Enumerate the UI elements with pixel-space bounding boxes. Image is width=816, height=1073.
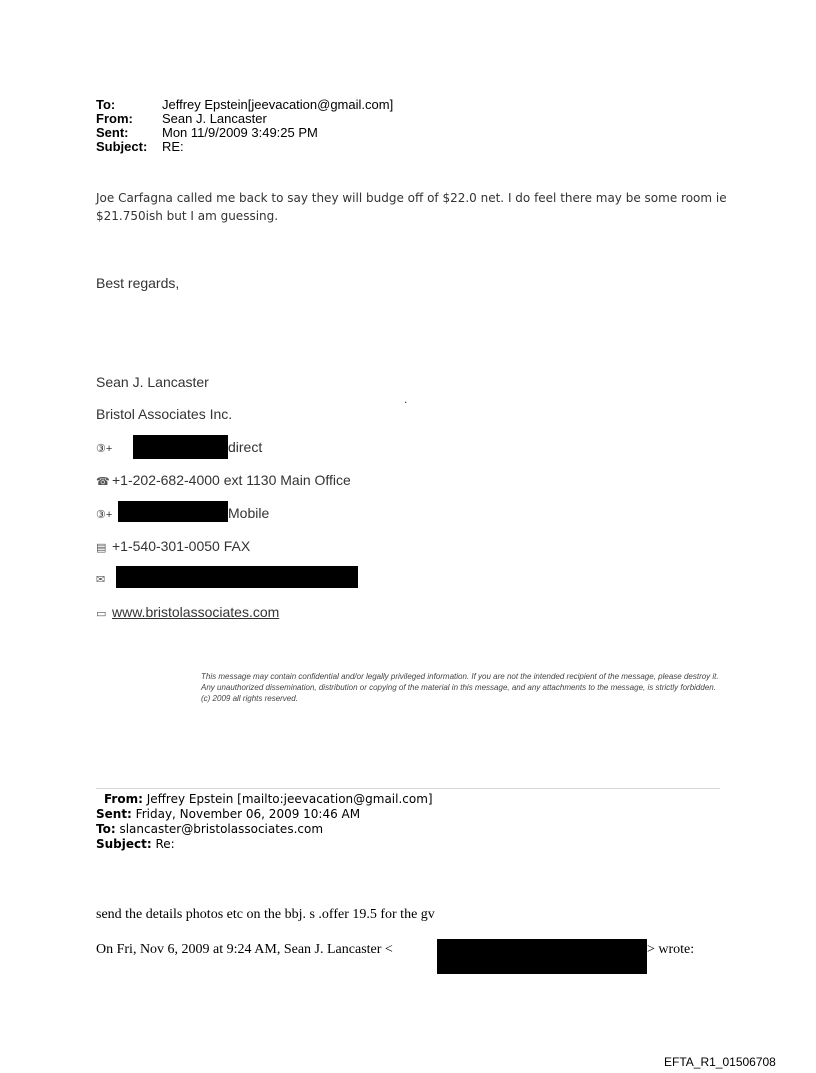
- sent-value: Mon 11/9/2009 3:49:25 PM: [162, 125, 318, 140]
- quoted-subject-row: [96, 837, 175, 852]
- quoted-to-value: slancaster@bristolassociates.com: [115, 822, 324, 836]
- reply-attribution-suffix: > wrote:: [647, 942, 695, 957]
- quoted-sent-row: [96, 807, 360, 822]
- quoted-from-row: [104, 792, 433, 807]
- fax-row: [96, 538, 250, 554]
- mobile-phone-row: [96, 505, 112, 521]
- message-line-2: $21.750ish but I am guessing.: [96, 209, 279, 223]
- disclaimer: This message may contain confidential and/or legally privileged information. If you are not the intended recipient of the message, please destroy it. Any unauthorized dissemination, distribution or copying of the material in this message, and any attachments to the message, is strictly forbidden. (c) 2009 all rights reserved.: [201, 672, 719, 703]
- quoted-body: send the details photos etc on the bbj. s .offer 19.5 for the gv: [96, 907, 435, 922]
- phone-prefix-mobile: ③+: [96, 509, 113, 521]
- quoted-from-label: From:: [104, 792, 143, 806]
- header-from-row: [96, 112, 267, 125]
- envelope-icon: ✉: [96, 573, 106, 586]
- header-to-row: [96, 98, 393, 111]
- signature-name: Sean J. Lancaster: [96, 374, 209, 390]
- header-sent-row: [96, 126, 318, 139]
- stray-dot: .: [404, 392, 408, 406]
- quoted-to-row: [96, 822, 323, 837]
- header-subject-row: [96, 140, 184, 153]
- to-label: To:: [96, 97, 116, 112]
- quoted-sent-value: Friday, November 06, 2009 10:46 AM: [131, 807, 361, 821]
- to-value: Jeffrey Epstein[jeevacation@gmail.com]: [162, 97, 394, 112]
- closing: Best regards,: [96, 275, 180, 291]
- direct-label: direct: [228, 439, 263, 455]
- website-row: [96, 604, 279, 620]
- direct-phone-row: [96, 439, 112, 455]
- quoted-from-value: Jeffrey Epstein [mailto:jeevacation@gmail.com]: [142, 792, 433, 806]
- sent-label: Sent:: [96, 125, 129, 140]
- redaction-email: [116, 566, 358, 588]
- redaction-direct: [133, 435, 228, 459]
- message-line-1: Joe Carfagna called me back to say they will budge off of $22.0 net. I do feel there may be some room ie: [96, 191, 727, 205]
- main-office-number: +1-202-682-4000 ext 1130 Main Office: [112, 472, 351, 488]
- fax-number: +1-540-301-0050 FAX: [112, 538, 251, 554]
- email-row: [96, 570, 112, 586]
- mobile-label: Mobile: [228, 505, 270, 521]
- quoted-separator: [96, 788, 720, 789]
- quoted-subject-value: Re:: [151, 837, 175, 851]
- redaction-reply-email: [437, 939, 647, 974]
- reply-attribution-prefix: On Fri, Nov 6, 2009 at 9:24 AM, Sean J. Lancaster <: [96, 942, 393, 957]
- subject-label: Subject:: [96, 139, 148, 154]
- quoted-sent-label: Sent:: [96, 807, 132, 821]
- subject-value: RE:: [162, 139, 184, 154]
- computer-icon: ▭: [96, 607, 107, 620]
- quoted-subject-label: Subject:: [96, 837, 152, 851]
- from-value: Sean J. Lancaster: [162, 111, 267, 126]
- main-office-row: [96, 472, 351, 488]
- telephone-icon: ☎: [96, 475, 110, 488]
- redaction-mobile: [118, 501, 228, 522]
- document-id: EFTA_R1_01506708: [664, 1055, 776, 1069]
- quoted-to-label: To:: [96, 822, 116, 836]
- fax-icon: ▤: [96, 541, 107, 554]
- from-label: From:: [96, 111, 133, 126]
- phone-prefix-direct: ③+: [96, 443, 113, 455]
- website-link[interactable]: www.bristolassociates.com: [112, 604, 280, 620]
- signature-company: Bristol Associates Inc.: [96, 406, 233, 422]
